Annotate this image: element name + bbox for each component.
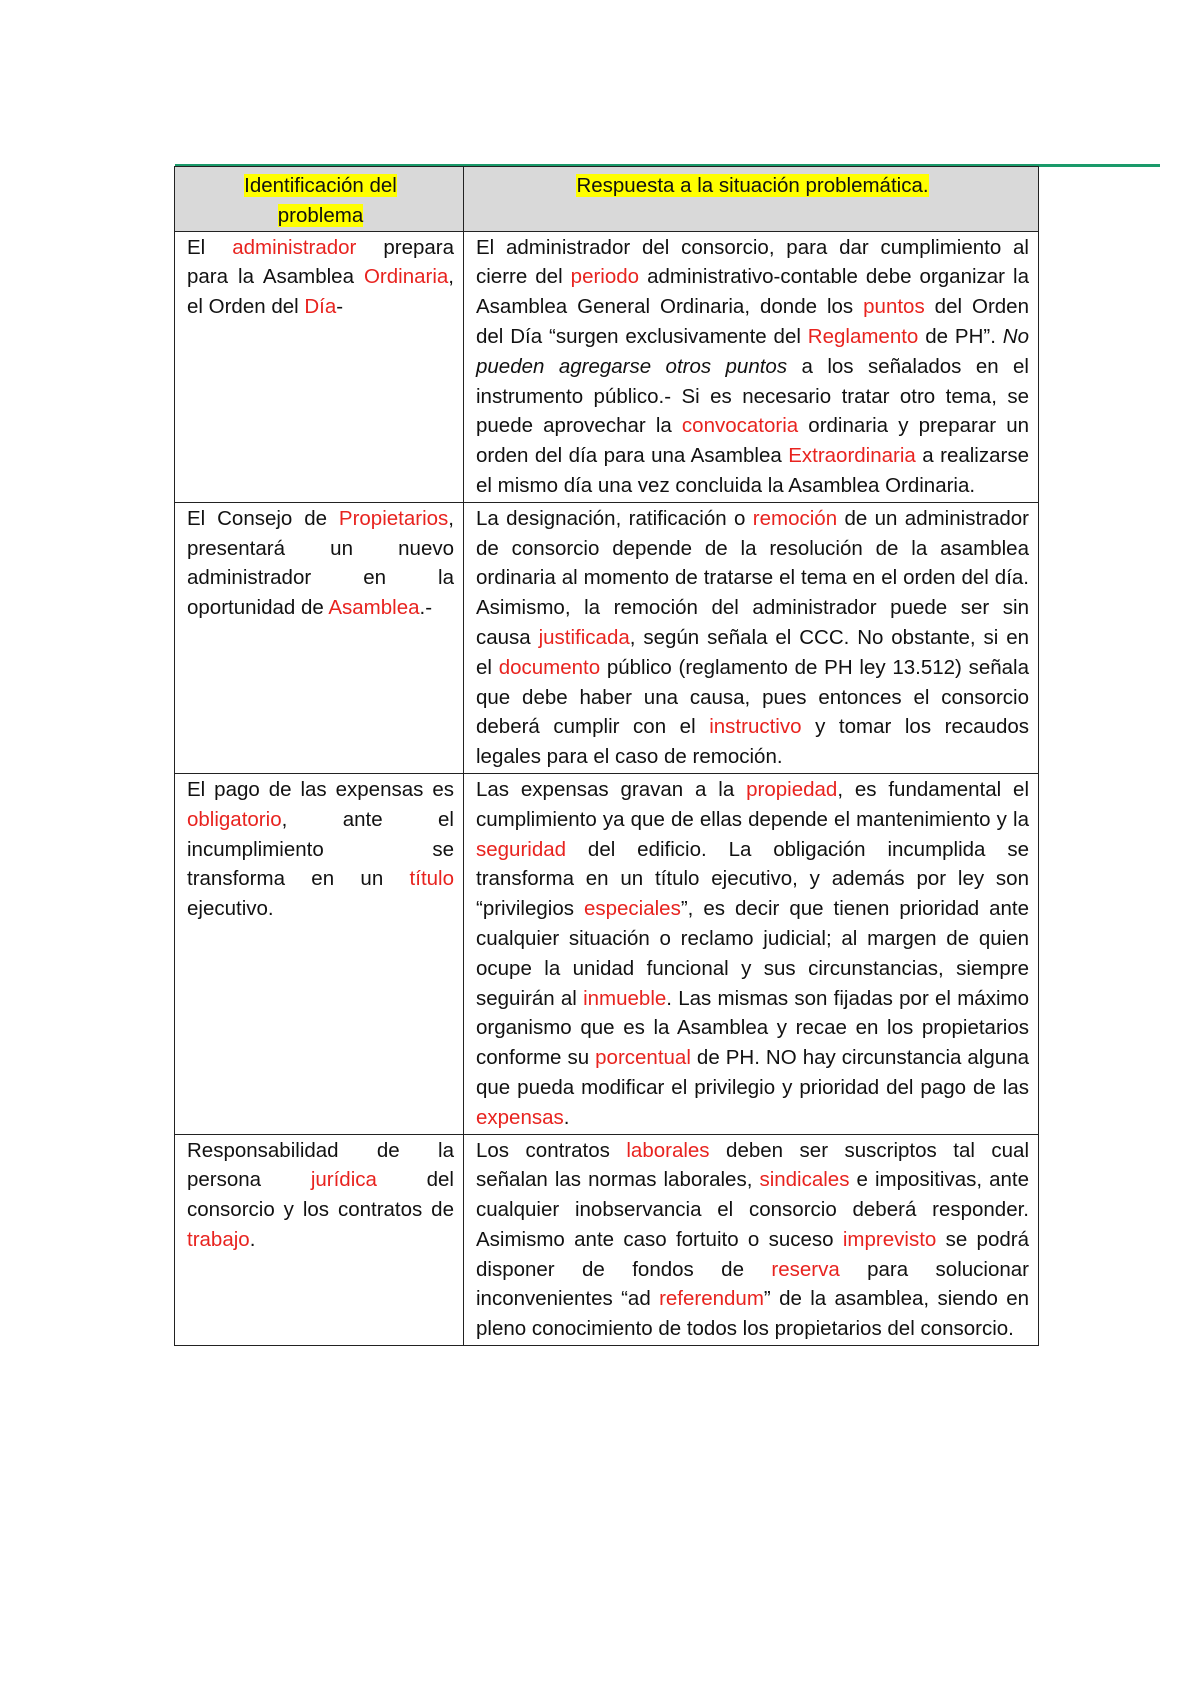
table-row <box>175 1134 1039 1346</box>
cell-response <box>464 231 1039 502</box>
keyword-highlight: sindicales <box>759 1168 850 1192</box>
text-run: El administrador del consorcio, para dar cumplimiento al cierre del <box>476 235 1029 289</box>
keyword-highlight: seguridad <box>476 837 567 861</box>
header-identificacion-line1: Identificación del <box>244 174 397 197</box>
text-run: ”, es decir que tienen prioridad ante cualquier situación o reclamo judicial; al margen de quien ocupe la unidad funcional y sus circunstancias, siempre seguirán al <box>476 897 1029 1010</box>
keyword-highlight: periodo <box>570 265 640 289</box>
cell-problem <box>175 1134 464 1346</box>
text-run: - <box>336 295 344 319</box>
keyword-highlight: obligatorio <box>187 807 282 831</box>
text-run: , es fundamental el cumplimiento ya que de ellas depende el mantenimiento y la <box>476 777 1029 831</box>
keyword-highlight: puntos <box>863 295 925 319</box>
keyword-highlight: instructivo <box>709 715 802 739</box>
header-identificacion-line2: problema <box>277 203 364 227</box>
keyword-highlight: título <box>409 867 454 891</box>
table-row <box>175 231 1039 502</box>
keyword-highlight: trabajo <box>187 1227 250 1251</box>
keyword-highlight: propiedad <box>746 777 838 801</box>
text-run: Responsabilidad de la persona <box>187 1138 454 1192</box>
keyword-highlight: justificada <box>538 625 630 649</box>
text-run: público (reglamento de PH ley 13.512) señala que debe haber una causa, pues entonces el consorcio deberá cumplir con el <box>476 655 1029 739</box>
text-run: del consorcio y los contratos de <box>187 1168 454 1222</box>
keyword-highlight: Reglamento <box>807 324 919 348</box>
keyword-highlight: documento <box>498 655 601 679</box>
keyword-highlight: convocatoria <box>681 414 799 438</box>
text-run: Los contratos <box>476 1138 627 1162</box>
keyword-highlight: inmueble <box>583 986 667 1010</box>
cell-response <box>464 502 1039 773</box>
text-run: El <box>187 235 233 259</box>
keyword-highlight: imprevisto <box>842 1227 937 1251</box>
text-run: prepara para la Asamblea <box>187 235 454 289</box>
text-run: , según señala el CCC. No obstante, si en el <box>476 625 1029 679</box>
keyword-highlight: Propietarios <box>338 506 449 530</box>
text-run: e impositivas, ante cualquier inobservancia el consorcio deberá responder. Asimismo ante caso fortuito o suceso <box>476 1168 1029 1251</box>
keyword-highlight: Ordinaria <box>363 265 449 289</box>
cell-response <box>464 1134 1039 1346</box>
header-respuesta-text: Respuesta a la situación problemática. <box>576 174 929 197</box>
keyword-highlight: administrador <box>232 235 357 259</box>
text-run: de PH. NO hay circunstancia alguna que pueda modificar el privilegio y prioridad del pago de las <box>476 1046 1029 1099</box>
text-run: , presentará un nuevo administrador en la oportunidad de <box>187 506 454 620</box>
text-run: . <box>249 1227 256 1251</box>
keyword-highlight: remoción <box>752 506 838 530</box>
text-run: ordinaria y preparar un orden del día para una Asamblea <box>476 414 1029 468</box>
text-run: ejecutivo. <box>187 897 274 921</box>
header-respuesta <box>464 167 1039 232</box>
keyword-highlight: jurídica <box>310 1168 377 1192</box>
text-run: , ante el incumplimiento se transforma en un <box>187 807 454 891</box>
keyword-highlight: Día <box>304 295 337 319</box>
cell-response <box>464 773 1039 1134</box>
text-run: El pago de las expensas es <box>187 777 454 801</box>
italic-text: No pueden agregarse otros puntos <box>476 324 1029 378</box>
keyword-highlight: expensas <box>476 1105 564 1129</box>
keyword-highlight: Asamblea <box>328 596 420 620</box>
text-run: . Las mismas son fijadas por el máximo organismo que es la Asamblea y recae en los propietarios conforme su <box>476 986 1029 1070</box>
text-run: a realizarse el mismo día una vez concluida la Asamblea Ordinaria. <box>476 444 1029 497</box>
header-identificacion <box>175 167 464 232</box>
table-header-row <box>175 167 1039 232</box>
text-run: se podrá disponer de fondos de <box>476 1227 1029 1281</box>
keyword-highlight: especiales <box>583 897 681 921</box>
text-run: El Consejo de <box>187 506 339 530</box>
keyword-highlight: porcentual <box>595 1046 691 1070</box>
text-run: administrativo-contable debe organizar la Asamblea General Ordinaria, donde los <box>476 265 1029 319</box>
text-run: y tomar los recaudos legales para el caso de remoción. <box>476 715 1029 769</box>
text-run: para solucionar inconvenientes “ad <box>476 1257 1029 1311</box>
keyword-highlight: Extraordinaria <box>788 444 916 468</box>
text-run: del edificio. La obligación incumplida se transforma en un título ejecutivo, y además por ley son “privilegios <box>476 837 1029 921</box>
text-run: , el Orden del <box>187 265 454 319</box>
table-row <box>175 773 1039 1134</box>
text-run: a los señalados en el instrumento público.- Si es necesario tratar otro tema, se puede aprovechar la <box>476 354 1029 438</box>
keyword-highlight: reserva <box>771 1257 840 1281</box>
text-run: del Orden del Día “surgen exclusivamente del <box>476 295 1029 348</box>
text-run: Las expensas gravan a la <box>476 777 747 801</box>
cell-problem <box>175 502 464 773</box>
text-run: deben ser suscriptos tal cual señalan las normas laborales, <box>476 1138 1030 1192</box>
text-run: La designación, ratificación o <box>476 506 753 530</box>
problem-response-table <box>174 166 1039 1346</box>
text-run: de un administrador de consorcio depende de la resolución de la asamblea ordinaria al momento de tratarse el tema en el orden del día. Asimismo, la remoción del administrador puede ser sin causa <box>476 506 1029 649</box>
text-run: de PH”. <box>918 324 1003 348</box>
cell-problem <box>175 231 464 502</box>
text-run: ” de la asamblea, siendo en pleno conocimiento de todos los propietarios del consorcio. <box>476 1287 1029 1341</box>
text-run: . <box>563 1105 570 1129</box>
keyword-highlight: laborales <box>626 1138 710 1162</box>
keyword-highlight: referendum <box>659 1287 764 1311</box>
text-run: .- <box>419 596 433 620</box>
table-row <box>175 502 1039 773</box>
cell-problem <box>175 773 464 1134</box>
